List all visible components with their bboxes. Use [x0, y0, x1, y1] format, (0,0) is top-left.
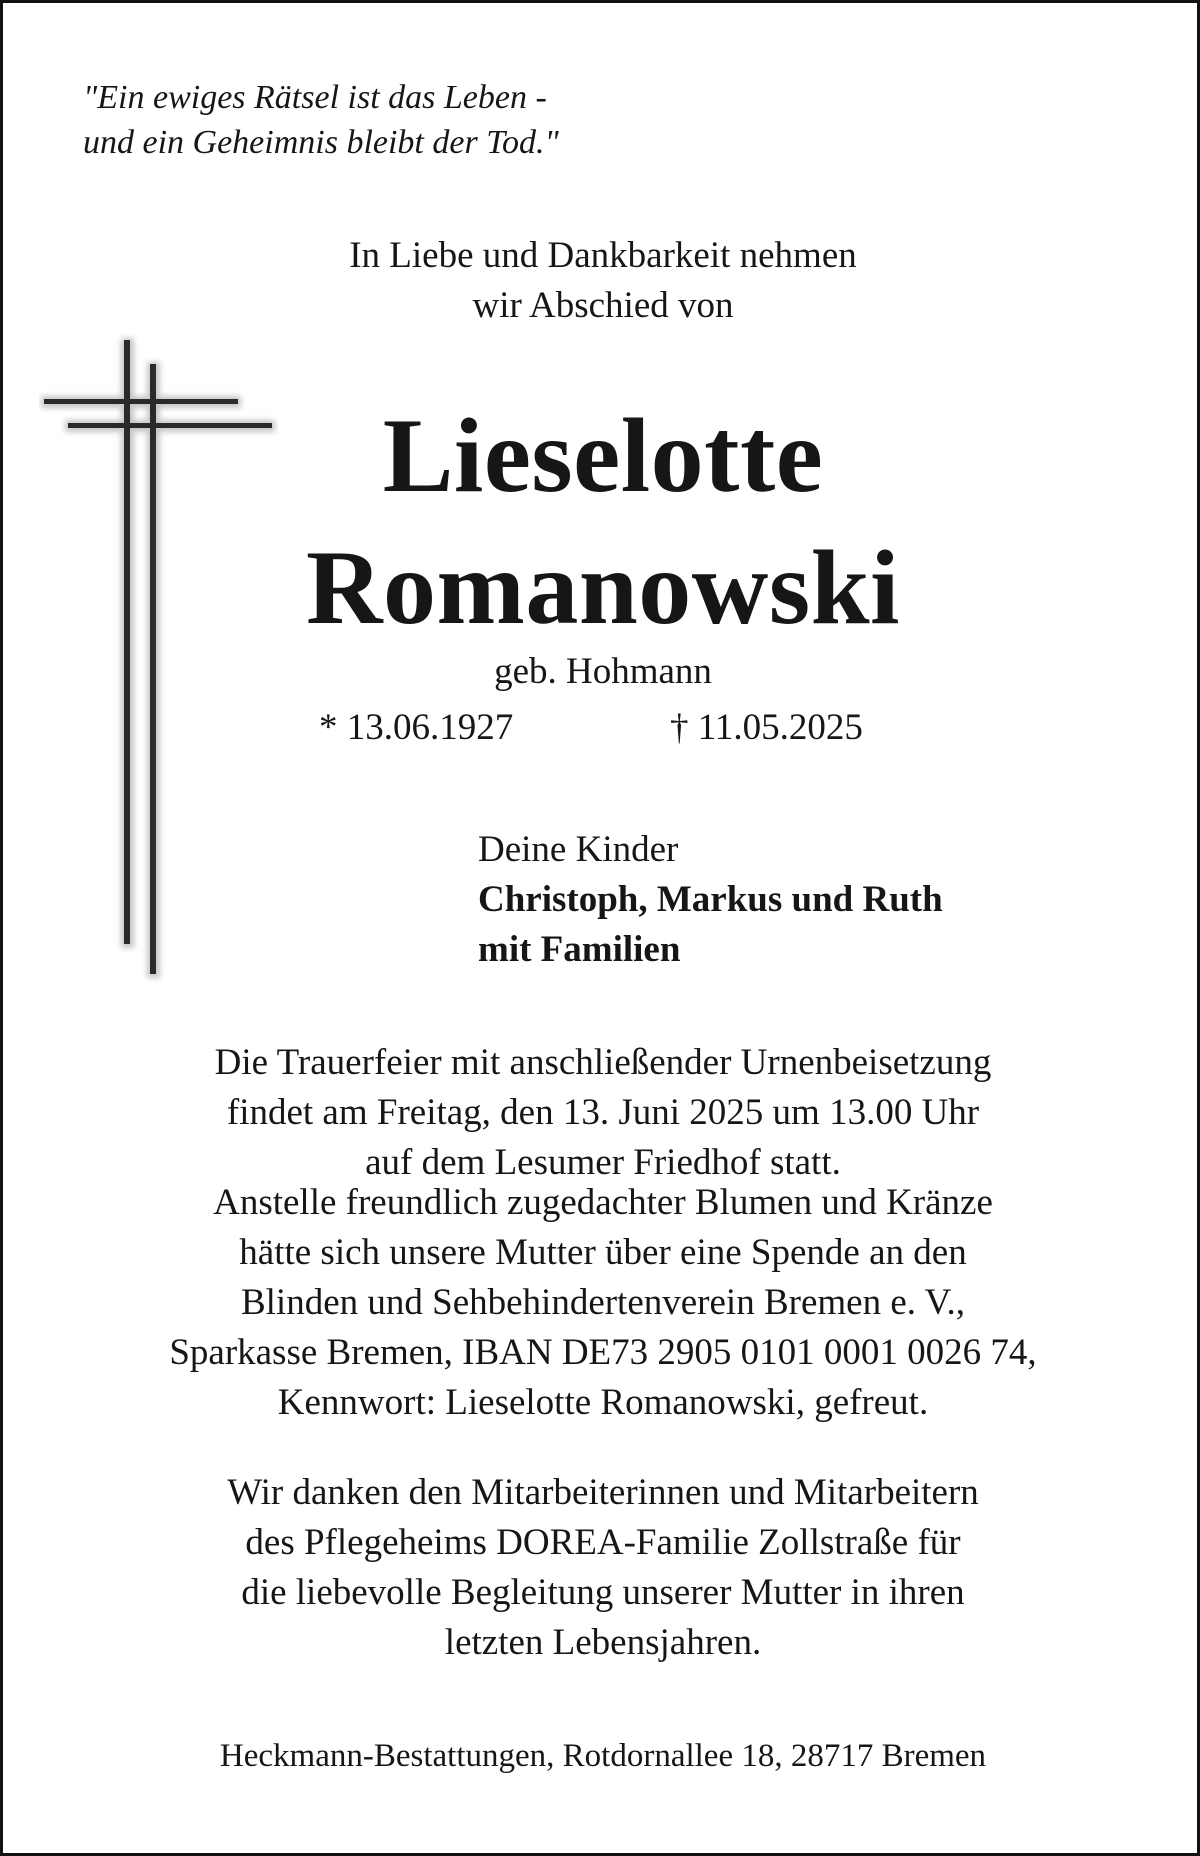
deceased-last-name: Romanowski: [305, 529, 900, 646]
donation-line-3: Blinden und Sehbehindertenverein Bremen e. V.,: [240, 1282, 966, 1323]
family-names: Christoph, Markus und Ruth: [478, 879, 943, 920]
birth-date: * 13.06.1927: [319, 707, 514, 748]
donation-paragraph: [63, 1178, 1143, 1428]
donation-line-2: hätte sich unsere Mutter über eine Spende an den: [239, 1232, 967, 1273]
donation-line-5: Kennwort: Lieselotte Romanowski, gefreut.: [277, 1382, 929, 1423]
funeral-home-footer: Heckmann-Bestattungen, Rotdornallee 18, 28717 Bremen: [219, 1738, 987, 1774]
family-label: Deine Kinder: [478, 829, 679, 870]
thanks-paragraph: [63, 1468, 1143, 1668]
ceremony-paragraph: [63, 1038, 1143, 1188]
ceremony-line-3: auf dem Lesumer Friedhof statt.: [365, 1142, 841, 1183]
donation-line-4: Sparkasse Bremen, IBAN DE73 2905 0101 0001 0026 74,: [169, 1332, 1037, 1373]
thanks-line-3: die liebevolle Begleitung unserer Mutter in ihren: [241, 1572, 965, 1613]
quote-line-2: und ein Geheimnis bleibt der Tod.": [83, 124, 559, 161]
intro-text: [203, 231, 1003, 331]
birth-name: geb. Hohmann: [494, 651, 712, 692]
deceased-first-name: Lieselotte: [382, 397, 824, 514]
family-signature: [478, 825, 1038, 975]
ceremony-line-2: findet am Freitag, den 13. Juni 2025 um 13.00 Uhr: [226, 1092, 980, 1133]
opening-quote: [83, 75, 683, 165]
thanks-line-2: des Pflegeheims DOREA-Familie Zollstraße für: [245, 1522, 961, 1563]
quote-line-1: "Ein ewiges Rätsel ist das Leben -: [83, 79, 547, 116]
death-date: † 11.05.2025: [670, 707, 863, 748]
thanks-line-4: letzten Lebensjahren.: [444, 1622, 762, 1663]
intro-line-1: In Liebe und Dankbarkeit nehmen: [349, 235, 857, 276]
thanks-line-1: Wir danken den Mitarbeiterinnen und Mitarbeitern: [227, 1472, 979, 1513]
family-suffix: mit Familien: [478, 929, 681, 970]
donation-line-1: Anstelle freundlich zugedachter Blumen und Kränze: [213, 1182, 993, 1223]
ceremony-line-1: Die Trauerfeier mit anschließender Urnenbeisetzung: [214, 1042, 992, 1083]
intro-line-2: wir Abschied von: [472, 285, 734, 326]
